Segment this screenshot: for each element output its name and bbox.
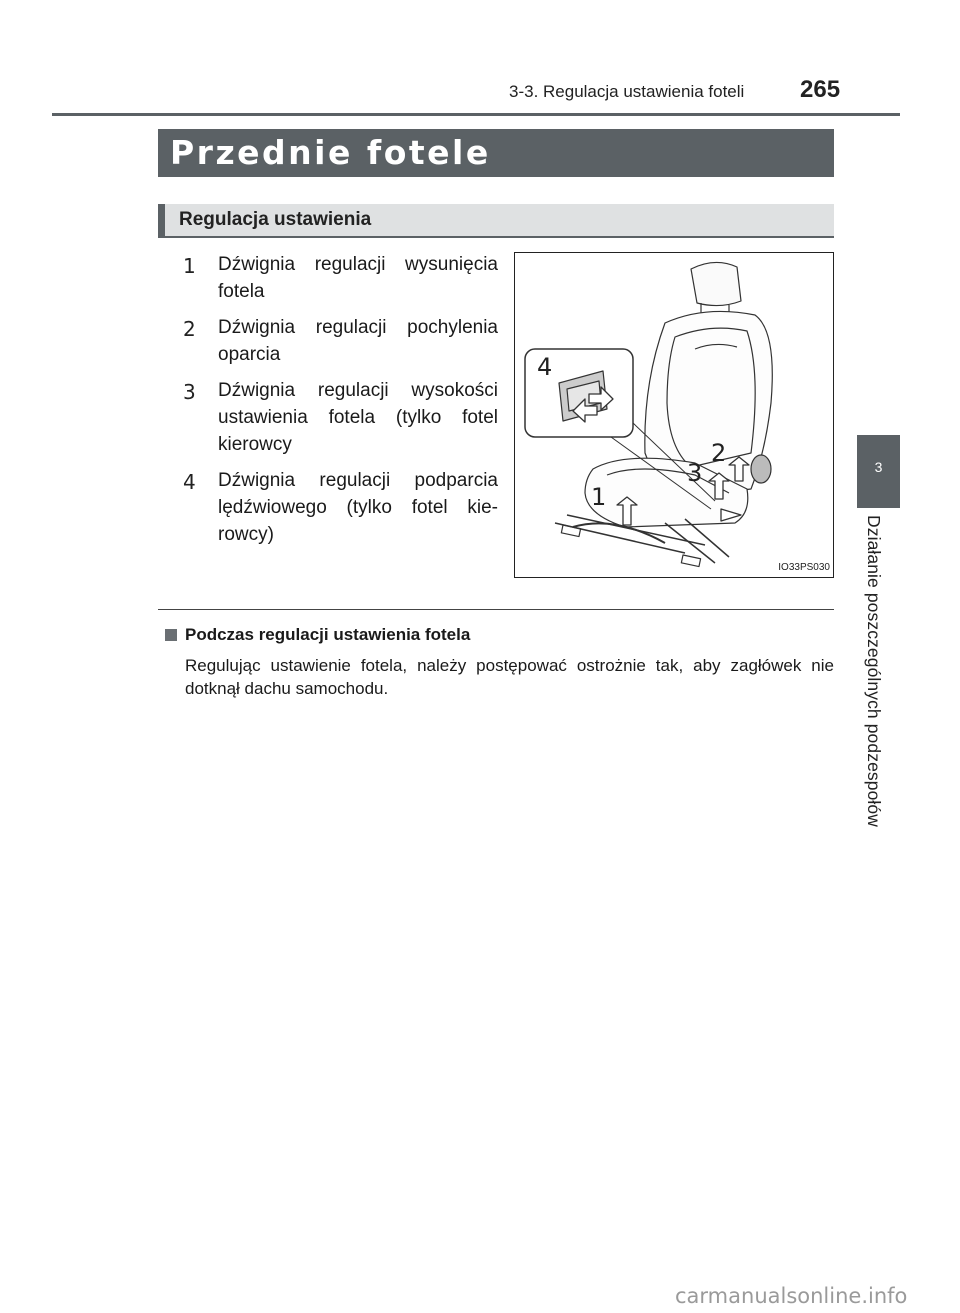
- list-item: [183, 467, 498, 548]
- seat-illustration: [514, 252, 834, 578]
- item-number: 2: [183, 317, 196, 341]
- callout-4: 4: [537, 353, 553, 381]
- subsection-bar: [158, 204, 834, 238]
- list-item: [183, 251, 498, 305]
- item-number: 3: [183, 380, 196, 404]
- subsection-title: Regulacja ustawienia: [179, 209, 372, 230]
- running-header-section: 3-3. Regulacja ustawienia foteli: [509, 82, 745, 101]
- note-heading: [165, 625, 470, 645]
- chapter-title-vertical: Działanie poszczególnych podzespołów: [864, 515, 884, 827]
- chapter-tab-number: 3: [874, 459, 883, 475]
- page-title-bar: [158, 129, 834, 177]
- square-bullet-icon: [165, 629, 177, 641]
- callout-2: 2: [711, 439, 727, 467]
- section-divider: [158, 609, 834, 610]
- seat-drawing: [515, 253, 835, 579]
- lever-list: [183, 251, 498, 557]
- list-item: [183, 314, 498, 368]
- item-text: Dźwignia regulacji wysokości ustawienia fotela (tylko fotel kierowcy: [218, 380, 498, 455]
- header-rule: [52, 113, 900, 116]
- figure-code: IO33PS030: [778, 562, 830, 573]
- item-number: 1: [183, 254, 196, 278]
- watermark: carmanualsonline.info: [675, 1284, 908, 1308]
- note-body: Regulując ustawienie fotela, należy postępować ostrożnie tak, aby zagłówek nie dotknął dachu samochodu.: [185, 656, 834, 698]
- page-title: Przednie fotele: [170, 133, 491, 172]
- chapter-tab: [857, 435, 900, 508]
- item-number: 4: [183, 470, 196, 494]
- callout-3: 3: [687, 459, 703, 487]
- item-text: Dźwignia regulacji pochylenia oparcia: [218, 317, 498, 365]
- item-text: Dźwignia regulacji wysunięcia fotela: [218, 254, 498, 302]
- page-number: 265: [800, 76, 841, 103]
- note-heading-text: Podczas regulacji ustawienia fotela: [185, 625, 471, 644]
- callout-1: 1: [591, 483, 607, 511]
- item-text: Dźwignia regulacji podparcia lędźwiowego (tylko fotel kie- rowcy): [218, 470, 498, 545]
- list-item: [183, 377, 498, 458]
